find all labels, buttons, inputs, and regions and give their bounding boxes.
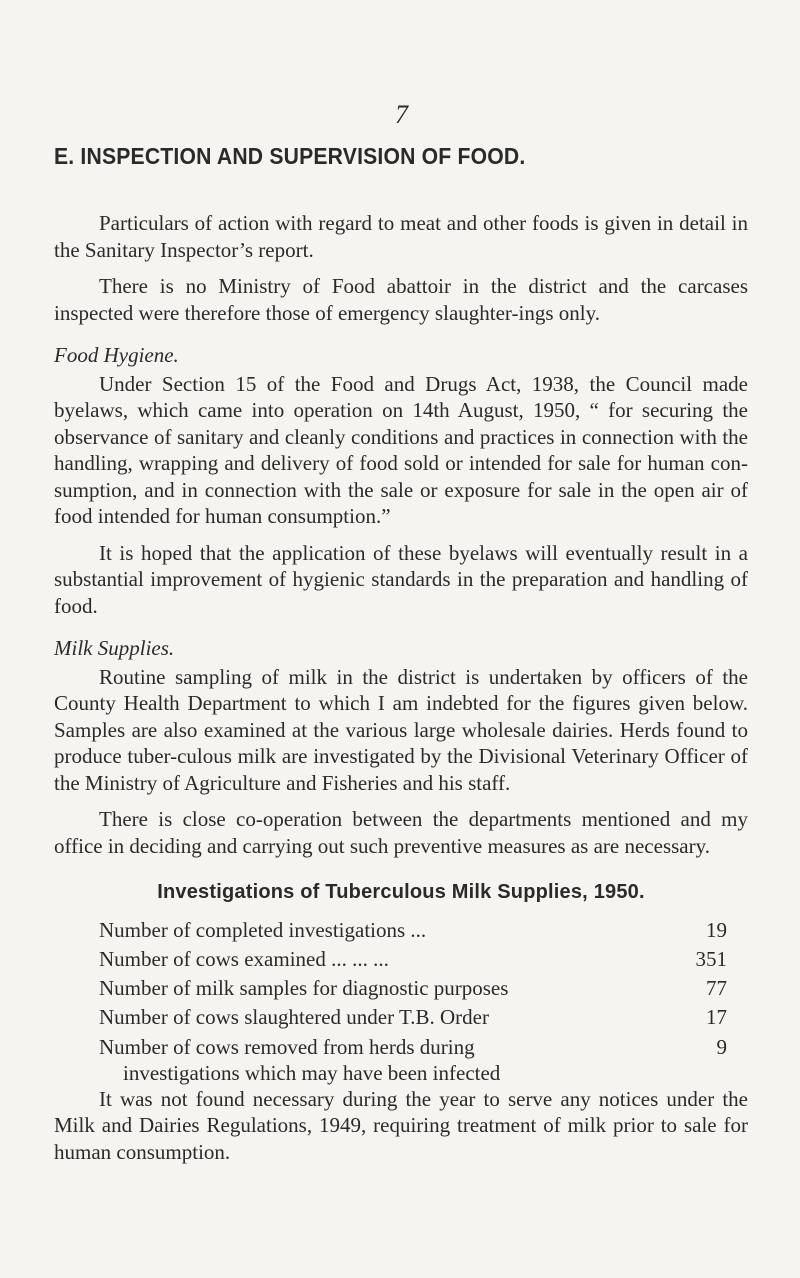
table-row [99, 1003, 727, 1032]
paragraph: There is close co-operation between the departments mentioned and my office in deciding and carrying out such preventive measures as are necessary. [54, 807, 748, 858]
food-hygiene-subheading: Food Hygiene. [54, 343, 179, 367]
investigations-title: Investigations of Tuberculous Milk Supplies, 1950. [157, 881, 645, 903]
investigations-table [99, 916, 727, 1086]
row-label-line: Number of cows removed from herds during [99, 1034, 475, 1059]
milk-supplies-subheading: Milk Supplies. [54, 636, 175, 660]
row-label [99, 1034, 500, 1086]
table-row [99, 974, 727, 1003]
page-number: 7 [395, 100, 408, 129]
closing-paragraph: It was not found necessary during the year to serve any notices under the Milk and Dairies Regulations, 1949, requiring treatment of milk prior to sale for human consumption. [54, 1086, 748, 1164]
section-heading: E. INSPECTION AND SUPERVISION OF FOOD. [54, 143, 526, 169]
row-value: 77 [706, 975, 727, 1000]
paragraph: Particulars of action with regard to meat and other foods is given in detail in the Sanitary Inspector’s report. [54, 211, 748, 262]
table-row [99, 916, 727, 945]
row-value: 351 [695, 946, 727, 971]
row-label: Number of completed investigations ... [99, 917, 427, 942]
table-row [99, 945, 727, 974]
row-label: Number of cows slaughtered under T.B. Order [99, 1004, 489, 1029]
paragraph: Routine sampling of milk in the district is undertaken by officers of the County Health Department to which I am indebted for the figures given below. Samples are also examined at the various large wholesale dairies. Herds found to produce tuber-culous milk are investigated by the Divisional Veterinary Officer of the Ministry of Agriculture and Fisheries and his staff. [54, 664, 748, 795]
table-row [99, 1034, 727, 1086]
paragraph: There is no Ministry of Food abattoir in the district and the carcases inspected were therefore those of emergency slaughter-ings only. [54, 274, 748, 325]
row-label: Number of cows examined ... ... ... [99, 946, 389, 971]
row-label-line: investigations which may have been infected [123, 1060, 501, 1085]
row-value: 19 [706, 917, 727, 942]
paragraph: Under Section 15 of the Food and Drugs Act, 1938, the Council made byelaws, which came into operation on 14th August, 1950, “ for securing the observance of sanitary and cleanly conditions and practices in connection with the handling, wrapping and delivery of food sold or intended for sale for human con-sumption, and in connection with the sale or exposure for sale in the open air of food intended for human consumption.” [54, 371, 748, 528]
row-label: Number of milk samples for diagnostic purposes [99, 975, 509, 1000]
body-text [54, 210, 748, 1175]
row-value: 9 [716, 1034, 727, 1059]
row-value: 17 [706, 1004, 727, 1029]
paragraph: It is hoped that the application of these byelaws will eventually result in a substantial improvement of hygienic standards in the preparation and handling of food. [54, 540, 748, 618]
